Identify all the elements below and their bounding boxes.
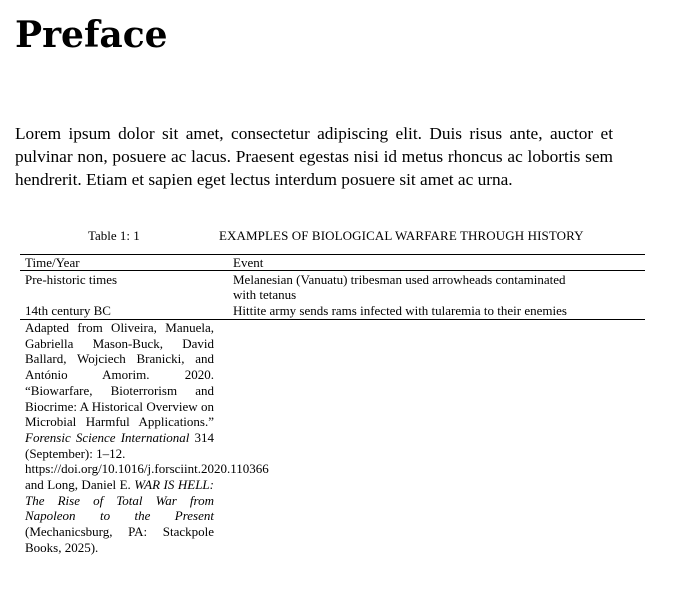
table-row-1-time: Pre-historic times: [25, 272, 118, 287]
table-caption-number: Table 1: 1: [88, 228, 140, 243]
table-row-2-event: Hittite army sends rams infected with tularemia to their enemies: [233, 303, 567, 318]
table-row-1-event: [233, 272, 643, 302]
table-header-rule: [20, 270, 645, 271]
note-text-part4: (Mechanicsburg, PA: Stackpole Books, 2025).: [25, 524, 214, 555]
note-text-part2: 314 (September): 1–12.: [25, 429, 214, 461]
table-header-time: Time/Year: [25, 255, 80, 270]
table-row-2-time: 14th century BC: [25, 303, 111, 318]
note-text-part3: and Long, Daniel E.: [25, 477, 135, 493]
note-journal-title: Forensic Science International: [25, 429, 190, 445]
table-caption-title: EXAMPLES OF BIOLOGICAL WARFARE THROUGH HISTORY: [219, 228, 584, 243]
table-header-event: Event: [233, 255, 264, 270]
note-text-part1: Adapted from Oliveira, Manuela, Gabriella Mason-Buck, David Ballard, Wojciech Branicki, and António Amorim. 2020. “Biowarfare, Bioterrorism and Biocrime: A Historical Overview on Microbial Harmful Applications.”: [25, 320, 214, 430]
table-row-1-event-line2: with tetanus: [233, 287, 297, 303]
note-doi-link[interactable]: https://doi.org/10.1016/j.forsciint.2020.110366: [25, 461, 269, 477]
table-row-1-event-line1: Melanesian (Vanuatu) tribesman used arrowheads contaminated: [233, 272, 566, 287]
note-book-title: WAR IS HELL: The Rise of Total War from Napoleon to the Present: [25, 477, 214, 524]
body-paragraph: Lorem ipsum dolor sit amet, consectetur adipiscing elit. Duis risus ante, auctor et pulvinar non, posuere ac lacus. Praesent egestas nisi id metus rhoncus ac lobortis sem hendrerit. Etiam et sapien eget lectus interdum posuere sit amet ac urna.: [15, 124, 613, 189]
table-source-note: [25, 320, 269, 556]
page-title: Preface: [15, 14, 168, 56]
